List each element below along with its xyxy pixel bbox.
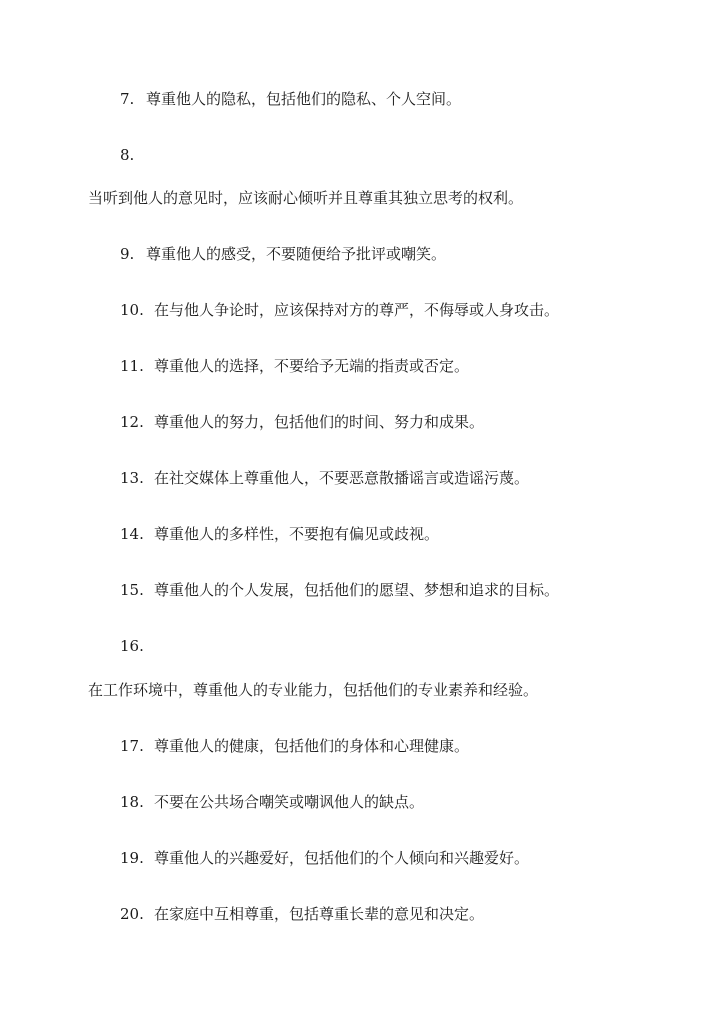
item-number: 16. — [120, 637, 144, 655]
list-item — [120, 89, 461, 109]
item-text: 在家庭中互相尊重，包括尊重长辈的意见和决定。 — [154, 905, 485, 923]
item-text: 尊重他人的个人发展，包括他们的愿望、梦想和追求的目标。 — [154, 581, 560, 599]
item-text: 尊重他人的感受，不要随便给予批评或嘲笑。 — [146, 245, 447, 263]
item-number: 18. — [120, 793, 144, 811]
item-text: 尊重他人的兴趣爱好，包括他们的个人倾向和兴趣爱好。 — [154, 849, 530, 867]
list-item — [120, 412, 484, 432]
list-item-wrapped-text — [88, 188, 523, 208]
item-number: 19. — [120, 849, 144, 867]
item-number: 17. — [120, 737, 144, 755]
item-number: 7. — [120, 90, 135, 108]
item-text: 尊重他人的隐私，包括他们的隐私、个人空间。 — [146, 90, 462, 108]
item-text: 尊重他人的努力，包括他们的时间、努力和成果。 — [154, 413, 485, 431]
item-text: 尊重他人的选择，不要给予无端的指责或否定。 — [154, 357, 470, 375]
list-item — [120, 580, 559, 600]
item-number: 13. — [120, 469, 144, 487]
list-item — [120, 736, 469, 756]
item-text: 在与他人争论时，应该保持对方的尊严，不侮辱或人身攻击。 — [154, 301, 560, 319]
item-number: 11. — [120, 357, 144, 375]
item-number: 10. — [120, 301, 144, 319]
list-item — [120, 356, 469, 376]
list-item — [120, 244, 446, 264]
item-text: 尊重他人的多样性，不要抱有偏见或歧视。 — [154, 525, 440, 543]
list-item — [120, 300, 559, 320]
item-text: 在工作环境中，尊重他人的专业能力，包括他们的专业素养和经验。 — [88, 681, 539, 699]
item-number: 8. — [120, 146, 135, 164]
list-item — [120, 904, 484, 924]
list-item-number-only — [120, 636, 144, 656]
list-item — [120, 848, 529, 868]
item-text: 在社交媒体上尊重他人，不要恶意散播谣言或造谣污蔑。 — [154, 469, 530, 487]
item-text: 不要在公共场合嘲笑或嘲讽他人的缺点。 — [154, 793, 425, 811]
item-text: 尊重他人的健康，包括他们的身体和心理健康。 — [154, 737, 470, 755]
list-item — [120, 468, 529, 488]
list-item-wrapped-text — [88, 680, 538, 700]
item-number: 14. — [120, 525, 144, 543]
item-number: 9. — [120, 245, 135, 263]
list-item — [120, 524, 439, 544]
list-item — [120, 792, 424, 812]
list-item-number-only — [120, 145, 134, 165]
item-number: 12. — [120, 413, 144, 431]
item-text: 当听到他人的意见时，应该耐心倾听并且尊重其独立思考的权利。 — [88, 189, 524, 207]
item-number: 15. — [120, 581, 144, 599]
item-number: 20. — [120, 905, 144, 923]
